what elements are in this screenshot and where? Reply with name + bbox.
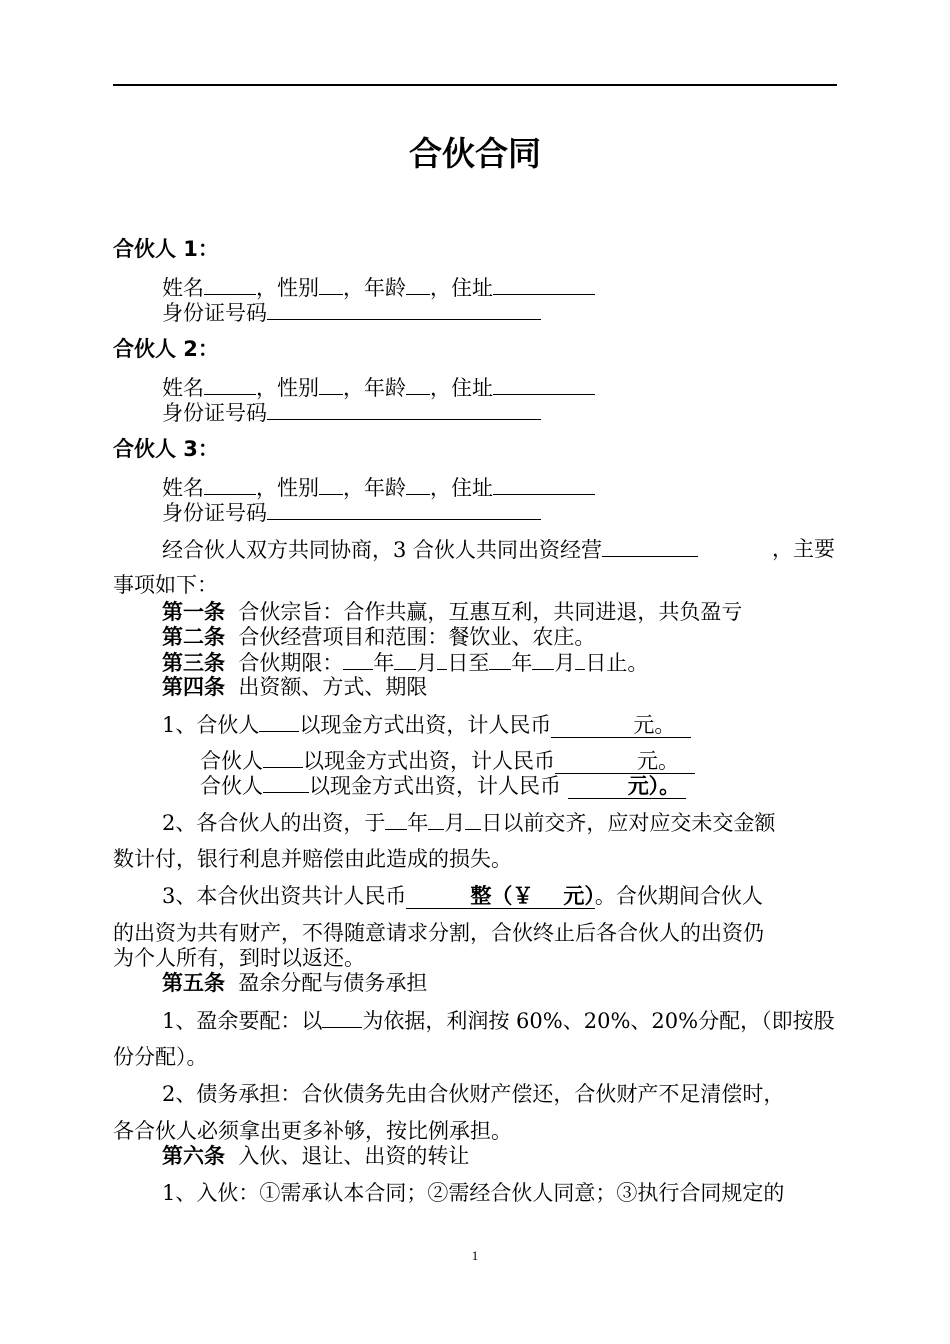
blank xyxy=(343,649,373,670)
header-rule xyxy=(113,84,837,86)
article-2-text: 合伙经营项目和范围：餐饮业、农庄。 xyxy=(238,625,596,649)
debt-line-2: 各合伙人必须拿出更多补够，按比例承担。 xyxy=(113,1119,512,1143)
partner-1-id-line xyxy=(162,299,541,326)
id-label: 身份证号码 xyxy=(162,501,267,525)
article-4-text: 出资额、方式、期限 xyxy=(238,675,428,699)
id-blank xyxy=(267,299,541,320)
partner-3-id-line xyxy=(162,499,541,526)
blank xyxy=(428,809,444,830)
id-blank xyxy=(267,499,541,520)
page-number: 1 xyxy=(471,1248,479,1263)
gender-label: ，性别 xyxy=(256,476,319,500)
partner-3-info-line xyxy=(162,474,595,501)
amount-underlined xyxy=(555,749,695,774)
cash-prefix: 合伙人 xyxy=(200,749,263,773)
total-amount-underlined xyxy=(406,884,595,909)
partner-1-heading: 合伙人 1： xyxy=(113,237,219,261)
gender-label: ，性别 xyxy=(256,376,319,400)
cash-line-1 xyxy=(162,711,691,738)
partner-2-info-line xyxy=(162,374,595,401)
item-3-line-1 xyxy=(162,883,763,909)
item-3-line-2: 的出资为共有财产，不得随意请求分割，合伙终止后各合伙人的出资仍 xyxy=(113,921,764,945)
name-blank xyxy=(204,474,256,495)
surplus-text: 1、盈余要配：以 xyxy=(162,1009,323,1033)
item-2-line-1 xyxy=(162,809,775,836)
year-label: 年 xyxy=(407,811,429,835)
article-6 xyxy=(162,1143,469,1169)
age-label: ，年龄 xyxy=(343,376,406,400)
address-blank xyxy=(493,274,595,295)
surplus-line-2: 份分配）。 xyxy=(113,1045,208,1069)
address-label: ，住址 xyxy=(430,376,493,400)
intro-text: 经合伙人双方共同协商，3 合伙人共同出资经营 xyxy=(162,538,603,562)
surplus-text-2: 为依据，利润按 60%、20%、20%分配，（即按股 xyxy=(362,1009,835,1033)
article-6-heading: 第六条 xyxy=(162,1144,225,1168)
address-label: ，住址 xyxy=(430,476,493,500)
gender-label: ，性别 xyxy=(256,276,319,300)
article-4 xyxy=(162,674,427,700)
item-2-line-2: 数计付，银行利息并赔偿由此造成的损失。 xyxy=(113,847,512,871)
blank xyxy=(532,649,554,670)
yuan-unit: 元。 xyxy=(637,749,679,773)
age-blank xyxy=(406,374,430,395)
item-3-rest: 。合伙期间合伙人 xyxy=(594,884,763,908)
item-2-text-end: 日以前交齐，应对应交未交金额 xyxy=(481,811,776,835)
blank xyxy=(465,809,481,830)
amount-underlined xyxy=(551,713,691,738)
intro-line-1 xyxy=(162,536,698,563)
blank xyxy=(575,649,585,670)
item-3-text: 3、本合伙出资共计人民币 xyxy=(162,884,407,908)
month-label: 月 xyxy=(554,651,576,675)
partner-blank xyxy=(263,747,303,768)
article-2-heading: 第二条 xyxy=(162,625,225,649)
age-label: ，年龄 xyxy=(343,276,406,300)
age-label: ，年龄 xyxy=(343,476,406,500)
document-title: 合伙合同 xyxy=(409,134,541,173)
cash-text: 以现金方式出资，计人民币 xyxy=(309,774,561,798)
blank xyxy=(437,649,447,670)
year-label: 年 xyxy=(373,651,395,675)
blank xyxy=(385,809,407,830)
partner-2-id-line xyxy=(162,399,541,426)
article-5-heading: 第五条 xyxy=(162,971,225,995)
name-blank xyxy=(204,274,256,295)
cash-prefix: 1、合伙人 xyxy=(162,713,260,737)
article-4-heading: 第四条 xyxy=(162,675,225,699)
gender-blank xyxy=(319,274,343,295)
intro-tail: ，主要 xyxy=(772,537,835,561)
age-blank xyxy=(406,274,430,295)
joining-line: 1、入伙：①需承认本合同；②需经合伙人同意；③执行合同规定的 xyxy=(162,1181,785,1205)
article-5-text: 盈余分配与债务承担 xyxy=(238,971,428,995)
gender-blank xyxy=(319,474,343,495)
debt-line-1: 2、债务承担：合伙债务先由合伙财产偿还，合伙财产不足清偿时， xyxy=(162,1082,785,1106)
blank xyxy=(394,649,416,670)
article-3-heading: 第三条 xyxy=(162,651,225,675)
id-label: 身份证号码 xyxy=(162,401,267,425)
term-label: 合伙期限： xyxy=(238,651,344,675)
yuan-unit: 元）。 xyxy=(627,774,681,798)
partner-3-heading: 合伙人 3： xyxy=(113,437,219,461)
article-1 xyxy=(162,599,742,625)
cash-line-2 xyxy=(200,747,695,774)
name-label: 姓名 xyxy=(162,276,204,300)
address-blank xyxy=(493,374,595,395)
partner-blank xyxy=(263,772,309,793)
yuan-label: 元） xyxy=(563,884,595,908)
blank xyxy=(489,649,511,670)
gender-blank xyxy=(319,374,343,395)
article-1-heading: 第一条 xyxy=(162,600,225,624)
item-3-line-3: 为个人所有，到时以返还。 xyxy=(113,946,365,970)
basis-blank xyxy=(322,1007,362,1028)
partner-2-heading: 合伙人 2： xyxy=(113,337,219,361)
age-blank xyxy=(406,474,430,495)
intro-line-2: 事项如下： xyxy=(113,573,218,597)
id-blank xyxy=(267,399,541,420)
name-blank xyxy=(204,374,256,395)
item-2-text: 2、各合伙人的出资，于 xyxy=(162,811,386,835)
name-label: 姓名 xyxy=(162,476,204,500)
cash-prefix: 合伙人 xyxy=(200,774,263,798)
yuan-unit: 元。 xyxy=(633,713,676,737)
zheng-label: 整（￥ xyxy=(470,884,534,908)
partner-blank xyxy=(259,711,299,732)
article-6-text: 入伙、退让、出资的转让 xyxy=(238,1144,470,1168)
name-label: 姓名 xyxy=(162,376,204,400)
article-3 xyxy=(162,649,648,676)
surplus-line-1 xyxy=(162,1007,835,1034)
cash-line-3 xyxy=(200,772,686,799)
month-label: 月 xyxy=(444,811,466,835)
business-blank xyxy=(602,536,698,557)
partner-1-info-line xyxy=(162,274,595,301)
address-label: ，住址 xyxy=(430,276,493,300)
amount-underlined xyxy=(568,774,687,799)
month-label: 月 xyxy=(416,651,438,675)
id-label: 身份证号码 xyxy=(162,301,267,325)
cash-text: 以现金方式出资，计人民币 xyxy=(299,713,552,737)
article-5 xyxy=(162,970,427,996)
year-label: 年 xyxy=(511,651,533,675)
address-blank xyxy=(493,474,595,495)
day-end-label: 日止。 xyxy=(585,651,649,675)
day-to-label: 日至 xyxy=(447,651,490,675)
article-1-text: 合伙宗旨：合作共赢，互惠互利，共同进退，共负盈亏 xyxy=(238,600,743,624)
cash-text: 以现金方式出资，计人民币 xyxy=(303,749,555,773)
article-2 xyxy=(162,624,595,650)
